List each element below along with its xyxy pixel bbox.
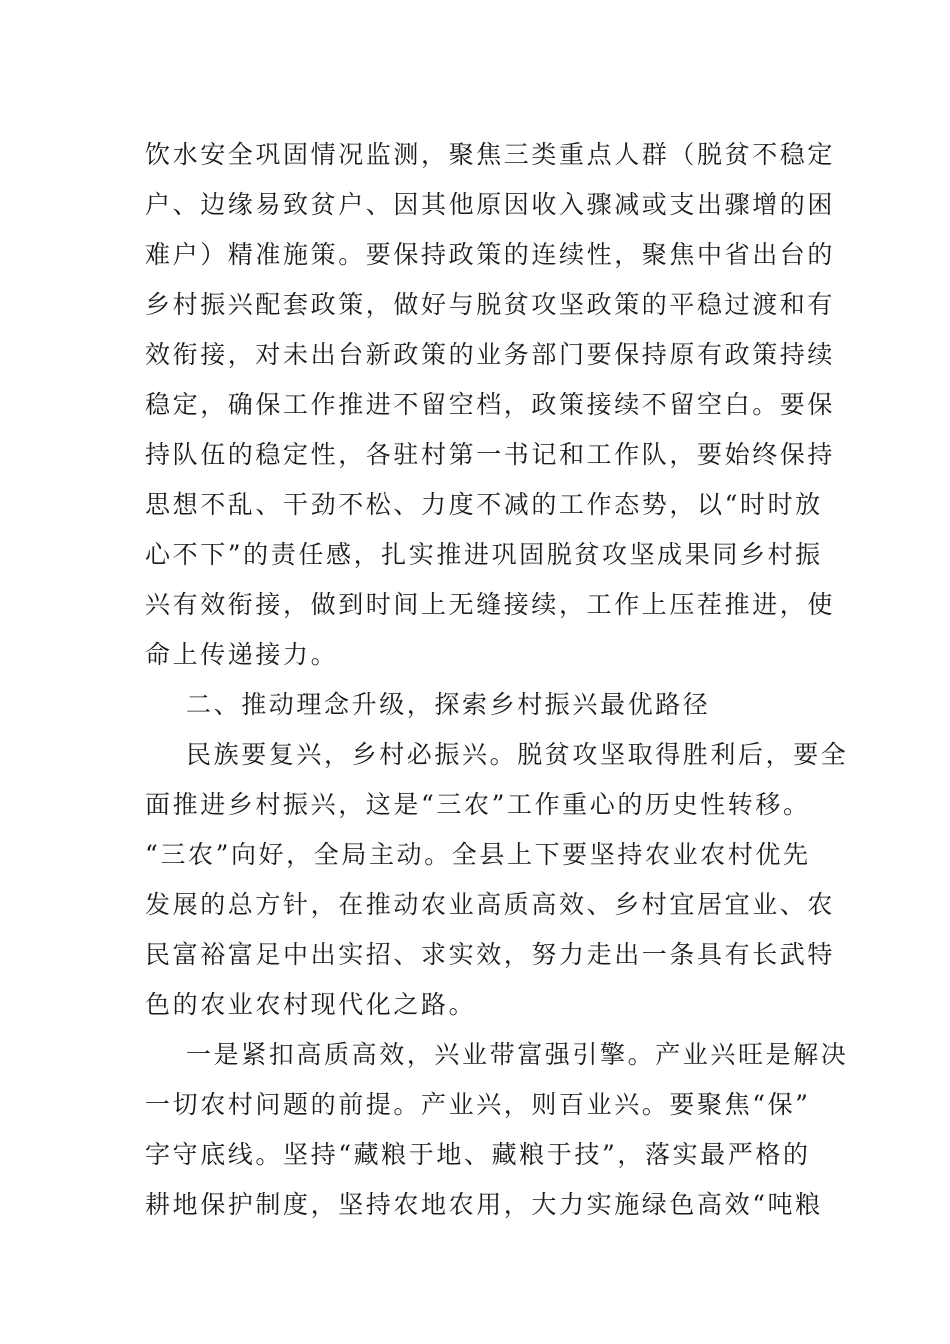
paragraph-line: 效衔接，对未出台新政策的业务部门要保持原有政策持续	[145, 340, 836, 369]
section-heading: 二、推动理念升级，探索乡村振兴最优路径	[186, 690, 711, 719]
paragraph-line: 难户）精准施策。要保持政策的连续性，聚焦中省出台的	[145, 240, 836, 269]
paragraph-line: 一切农村问题的前提。产业兴，则百业兴。要聚焦“保”	[145, 1090, 811, 1119]
paragraph-line: 命上传递接力。	[145, 640, 339, 669]
paragraph-line: 发展的总方针，在推动农业高质高效、乡村宜居宜业、农	[145, 890, 836, 919]
paragraph-line: 民族要复兴，乡村必振兴。脱贫攻坚取得胜利后，要全	[186, 740, 849, 769]
paragraph-line: 思想不乱、干劲不松、力度不减的工作态势，以“时时放	[145, 490, 823, 519]
paragraph-line: 一是紧扣高质高效，兴业带富强引擎。产业兴旺是解决	[186, 1040, 849, 1069]
paragraph-line: 饮水安全巩固情况监测，聚焦三类重点人群（脱贫不稳定	[145, 140, 836, 169]
paragraph-line: 面推进乡村振兴，这是“三农”工作重心的历史性转移。	[145, 790, 811, 819]
paragraph-line: 兴有效衔接，做到时间上无缝接续，工作上压茬推进，使	[145, 590, 836, 619]
paragraph-line: “三农”向好，全局主动。全县上下要坚持农业农村优先	[145, 840, 811, 869]
paragraph-line: 持队伍的稳定性，各驻村第一书记和工作队，要始终保持	[145, 440, 836, 469]
paragraph-line: 耕地保护制度，坚持农地农用，大力实施绿色高效“吨粮	[145, 1190, 823, 1219]
paragraph-line: 乡村振兴配套政策，做好与脱贫攻坚政策的平稳过渡和有	[145, 290, 836, 319]
paragraph-line: 字守底线。坚持“藏粮于地、藏粮于技”，落实最严格的	[145, 1140, 811, 1169]
paragraph-line: 稳定，确保工作推进不留空档，政策接续不留空白。要保	[145, 390, 836, 419]
paragraph-line: 色的农业农村现代化之路。	[145, 990, 477, 1019]
paragraph-line: 户、边缘易致贫户、因其他原因收入骤减或支出骤增的困	[145, 190, 836, 219]
paragraph-line: 民富裕富足中出实招、求实效，努力走出一条具有长武特	[145, 940, 836, 969]
paragraph-line: 心不下”的责任感，扎实推进巩固脱贫攻坚成果同乡村振	[145, 540, 823, 569]
